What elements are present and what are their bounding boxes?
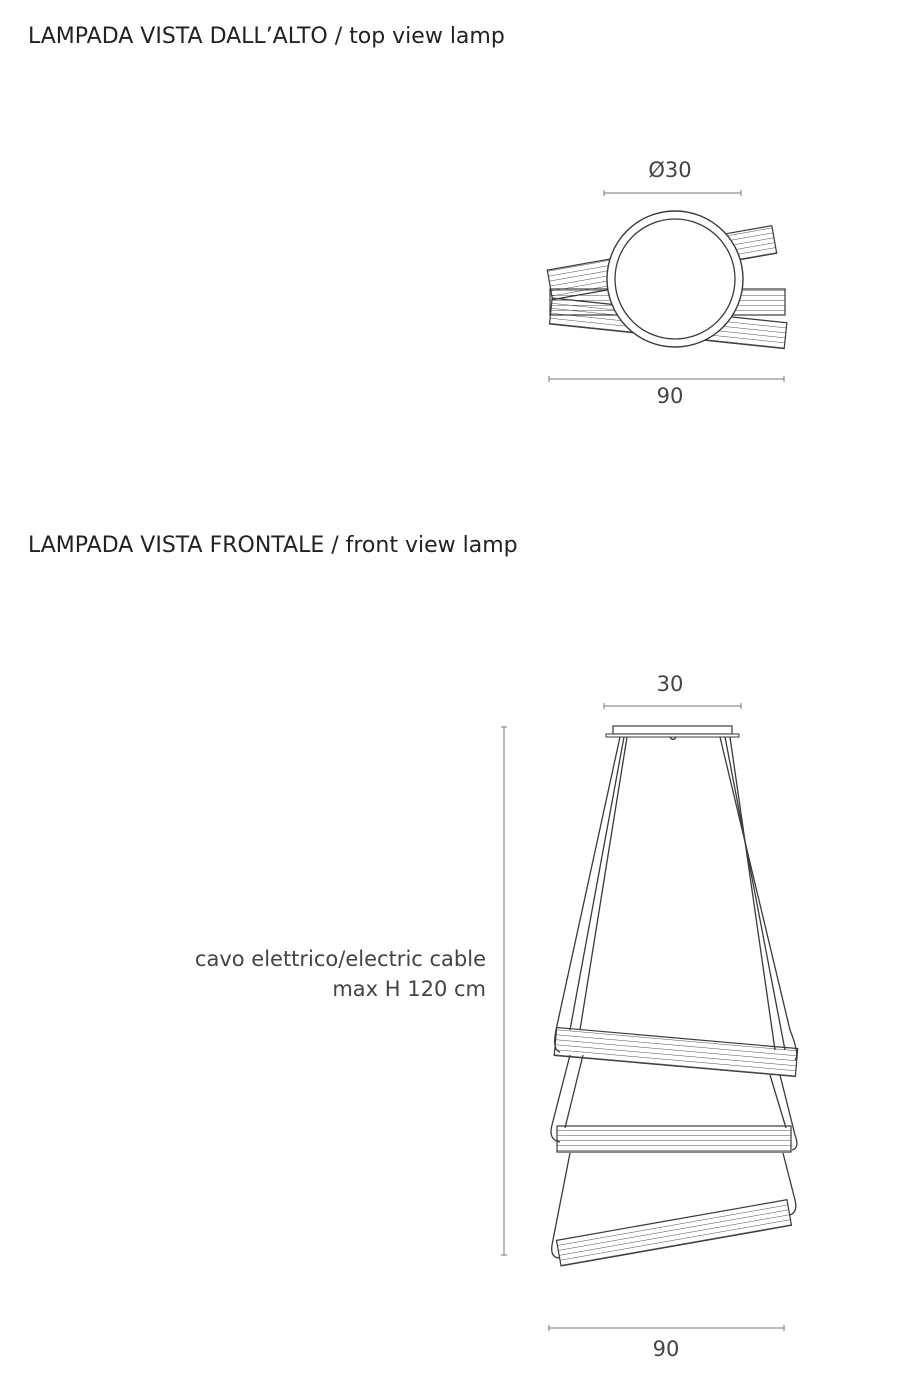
top-diameter-label: Ø30 [648, 158, 692, 182]
front-view-title: LAMPADA VISTA FRONTALE / front view lamp [28, 533, 518, 558]
top-view-drawing [547, 190, 787, 382]
front-width-label: 90 [652, 1337, 680, 1361]
front-view-drawing [501, 703, 798, 1331]
top-view-title: LAMPADA VISTA DALL’ALTO / top view lamp [28, 24, 505, 49]
canopy-width-label: 30 [656, 672, 684, 696]
cable-note-line1: cavo elettrico/electric cable [194, 947, 486, 971]
top-width-label: 90 [656, 384, 684, 408]
cable-note-line2: max H 120 cm [332, 977, 486, 1001]
